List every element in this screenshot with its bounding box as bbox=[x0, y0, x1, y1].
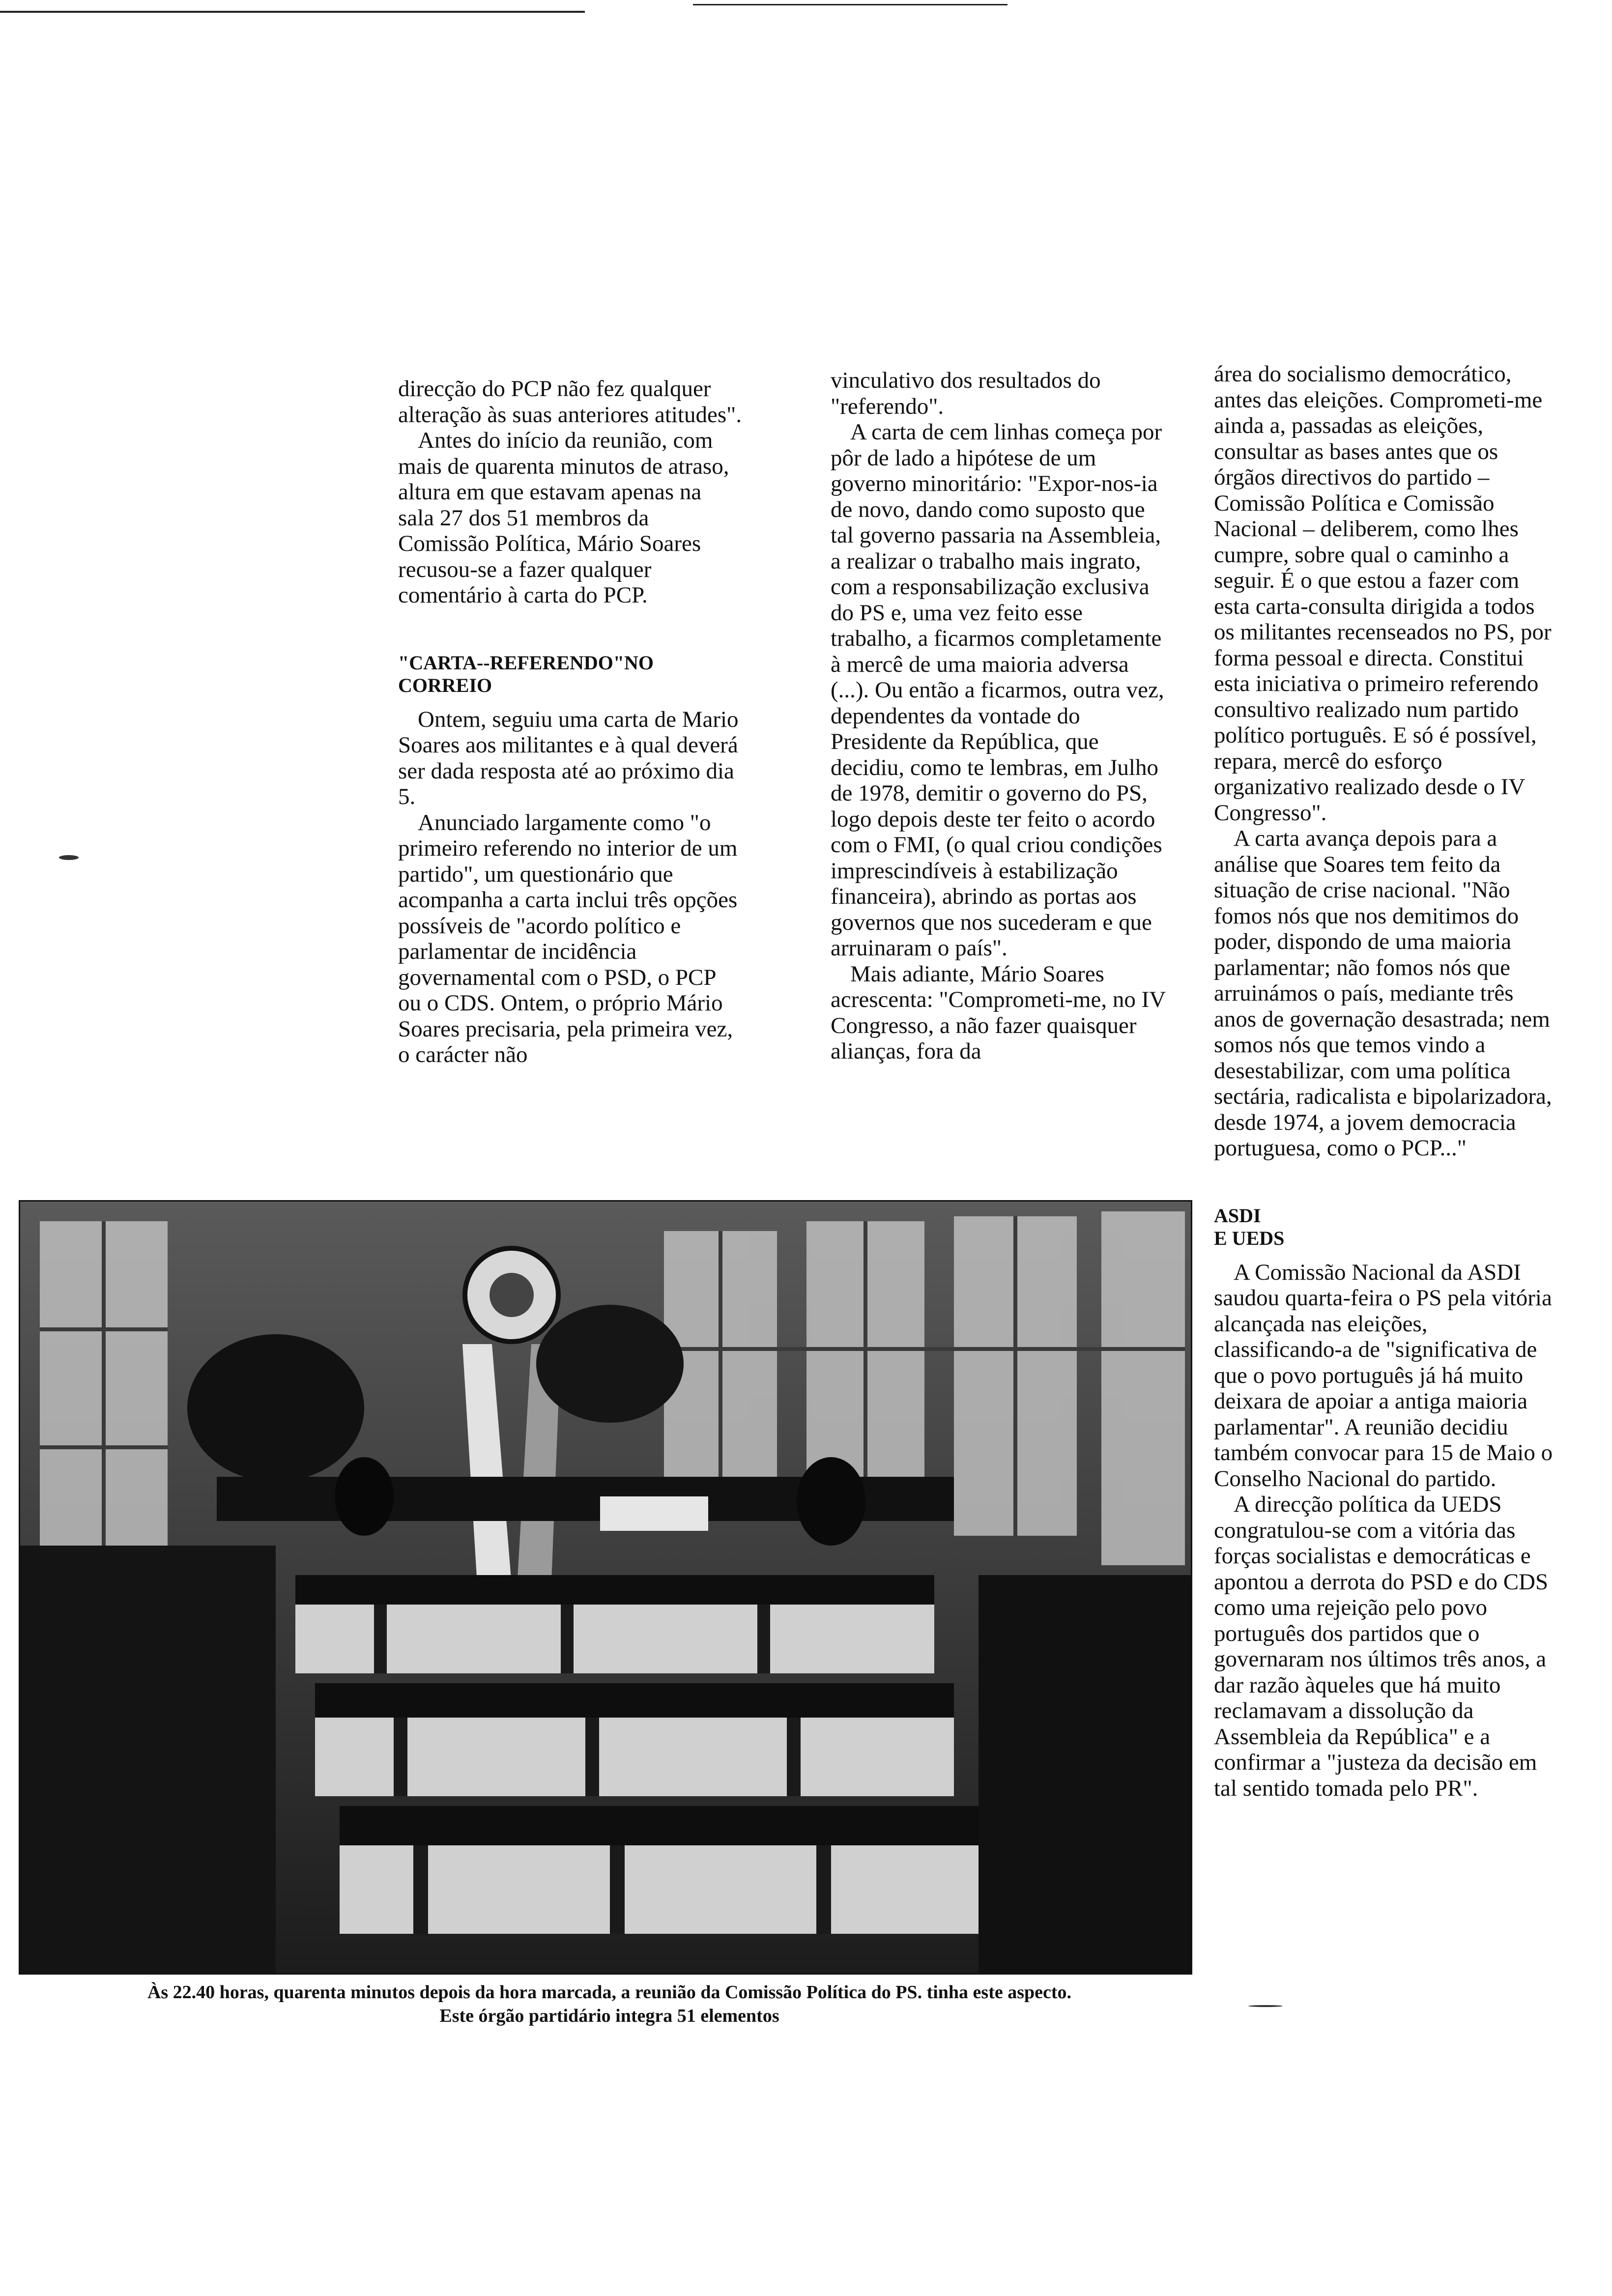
column2-paragraph-2: A carta de cem linhas começa por pôr de lado a hipótese de um governo minoritário: "Expor-nos-ia de novo, dando como suposto que tal governo passaria na Assembleia, a realizar o trabalho mais ingrato, com a responsabilização exclusiva do PS e, uma vez feito esse trabalho, a ficarmos completamente à mercê de uma maioria adversa (...). Ou então a ficarmos, outra vez, dependentes da vontade do Presidente da República, que decidiu, como te lembras, em Julho de 1978, demitir o governo do PS, logo depois deste ter feito o acordo com o FMI, (o qual criou condições imprescindíveis à estabilização financeira), abrindo as portas aos governos que nos sucederam e que arruinaram o país". bbox=[831, 419, 1164, 961]
column1-paragraph-3: Ontem, seguiu uma carta de Mario Soares aos militantes e à qual deverá ser dada resposta até ao próximo dia 5. bbox=[398, 706, 739, 809]
section-heading-carta-referendo: "CARTA--REFERENDO"NO CORREIO bbox=[398, 651, 654, 696]
column1-paragraph-1: direcção do PCP não fez qualquer alteração às suas anteriores atitudes". bbox=[398, 376, 742, 428]
article-column-2 bbox=[831, 368, 1170, 1064]
top-rule-right bbox=[693, 4, 1008, 5]
scan-speck bbox=[59, 855, 79, 860]
meeting-room-photo bbox=[19, 1200, 1192, 1975]
column1-paragraph-4: Anunciado largamente como "o primeiro referendo no interior de um partido", um questionário que acompanha a carta inclui três opções possíveis de "acordo político e parlamentar de incidência governamental com o PSD, o PCP ou o CDS. Ontem, o próprio Mário Soares precisaria, pela primeira vez, o carácter não bbox=[398, 809, 738, 1067]
meeting-room-photo-graphic bbox=[20, 1202, 1191, 1973]
column3-paragraph-2: A carta avança depois para a análise que Soares tem feito da situação de crise nacional. "Não fomos nós que nos demitimos do poder, dispondo de uma maioria parlamentar; não fomos nós que arruinámos o país, mediante três anos de governação desastrada; nem somos nós que temos vindo a desestabilizar, com uma política sectária, radicalista e bipolarizadora, desde 1974, a jovem democracia portuguesa, como o PCP..." bbox=[1214, 826, 1552, 1161]
article-column-3 bbox=[1214, 361, 1558, 1801]
column3-paragraph-1: área do socialismo democrático, antes das eleições. Comprometi-me ainda a, passadas as eleições, consultar as bases antes que os órgãos directivos do partido – Comissão Política e Comissão Nacional – deliberem, como lhes cumpre, sobre qual o caminho a seguir. É o que estou a fazer com esta carta-consulta dirigida a todos os militantes recenseados no PS, por forma pessoal e directa. Constitui esta iniciativa o primeiro referendo consultivo realizado num partido político português. E só é possível, repara, mercê do esforço organizativo realizado desde o IV Congresso". bbox=[1214, 361, 1552, 826]
scan-speck bbox=[1248, 2005, 1283, 2007]
column2-paragraph-3: Mais adiante, Mário Soares acrescenta: "Comprometi-me, no IV Congresso, a não fazer quaisquer alianças, fora da bbox=[831, 961, 1166, 1064]
column3-paragraph-4: A direcção política da UEDS congratulou-se com a vitória das forças socialistas e democráticas e apontou a derrota do PSD e do CDS como uma rejeição pelo povo português dos partidos que o governaram nos últimos três anos, a dar razão àqueles que há muito reclamavam a dissolução da Assembleia da República" e a confirmar a "justeza da decisão em tal sentido tomada pelo PR". bbox=[1214, 1492, 1549, 1801]
column2-paragraph-1: vinculativo dos resultados do "referendo". bbox=[831, 368, 1101, 419]
photo-caption-line-1: Às 22.40 horas, quarenta minutos depois da hora marcada, a reunião da Comissão Política do PS. tinha este aspecto. bbox=[147, 1982, 1072, 2003]
section-heading-asdi: ASDI bbox=[1214, 1204, 1261, 1227]
photo-caption-line-2: Este órgão partidário integra 51 elementos bbox=[439, 2006, 779, 2026]
photo-caption bbox=[29, 1980, 1189, 2028]
section-heading-ueds: E UEDS bbox=[1214, 1227, 1285, 1249]
article-column-1 bbox=[398, 376, 742, 1068]
top-rule-left bbox=[0, 11, 585, 13]
column1-paragraph-2: Antes do início da reunião, com mais de quarenta minutos de atraso, altura em que estavam apenas na sala 27 dos 51 membros da Comissão Política, Mário Soares recusou-se a fazer qualquer comentário à carta do PCP. bbox=[398, 428, 729, 608]
column3-paragraph-3: A Comissão Nacional da ASDI saudou quarta-feira o PS pela vitória alcançada nas eleições, classificando-a de "significativa de que o povo português já há muito deixara de apoiar a antiga maioria parlamentar". A reunião decidiu também convocar para 15 de Maio o Conselho Nacional do partido. bbox=[1214, 1259, 1553, 1492]
